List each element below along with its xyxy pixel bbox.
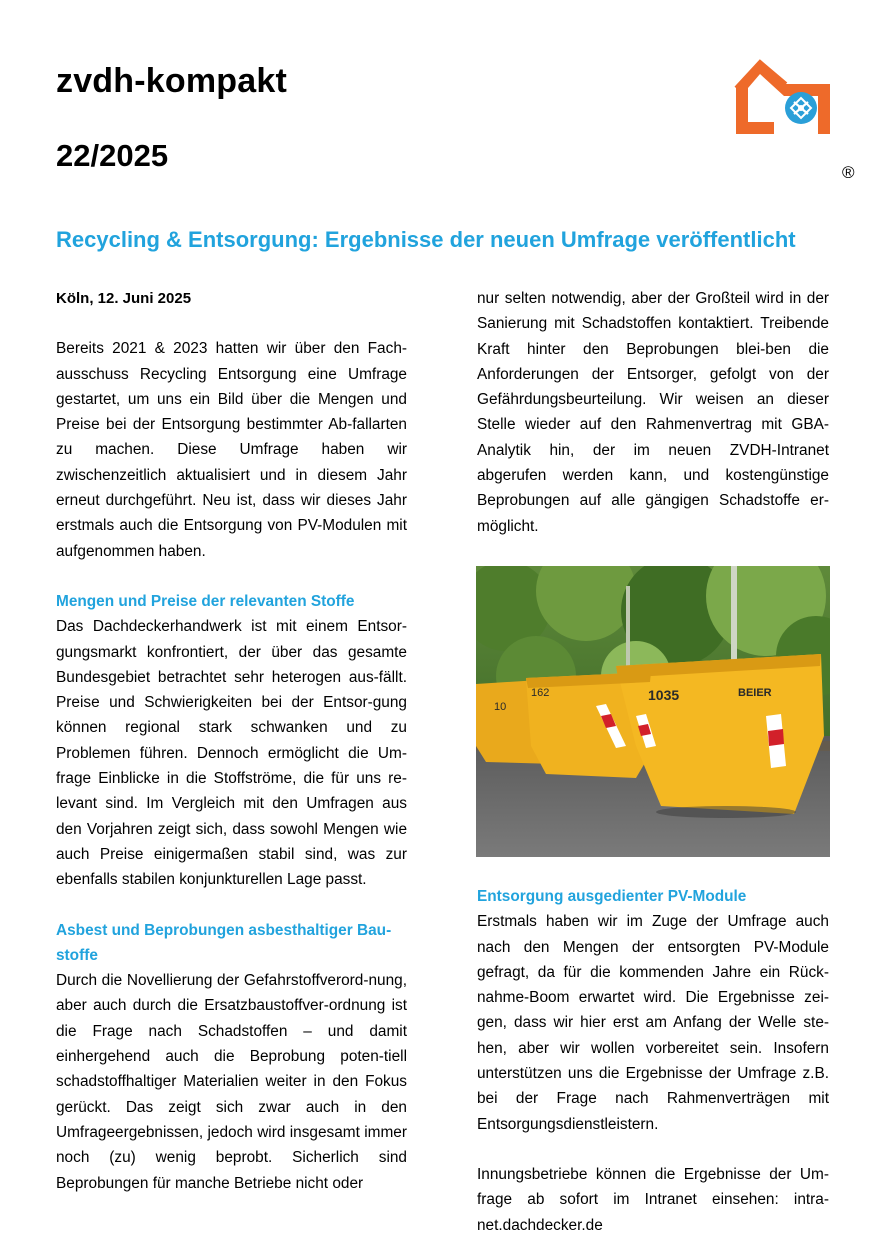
registered-mark: ® [842, 163, 855, 182]
right-column-lower [477, 884, 829, 1238]
waste-containers-photo [476, 566, 830, 857]
zvdh-logo [734, 58, 832, 136]
newsletter-title: zvdh-kompakt [56, 62, 287, 100]
section-body-asbestos: Durch die Novellierung der Gefahrstoffverord-nung, aber auch durch die Ersatzbaustoffver-ordnung ist die Frage nach Schadstoffen – und damit einhergehend auch die Beprobung poten-tiell schadstoffhaltiger Materialien weiter in den Fokus gerückt. Das zeigt sich zwar auch in den Umfrageergebnissen, jedoch wird insgesamt immer noch (zu) wenig beprobt. Sicherlich sind Beprobungen für manche Betriebe nicht oder [56, 972, 407, 1192]
right-column [477, 286, 829, 539]
zvdh-roof-logo-icon [734, 58, 832, 136]
section-heading-asbestos: Asbest und Beprobungen asbesthaltiger Bau-stoffe [56, 921, 392, 964]
section-body-pv: Erstmals haben wir im Zuge der Umfrage auch nach den Mengen der entsorgten PV-Module gefragt, da für die kommenden Jahre ein Rück-nahme-Boom erwartet wird. Die Ergebnisse zei-gen, dass wir hier erst am Anfang der Welle ste-hen, aber wir wollen vorbereitet sein. Insofern unterstützen uns die Ergebnisse der Umfrage z.B. bei der Frage nach Rahmenverträgen mit Entsorgungsdienstleistern. [477, 913, 829, 1133]
container-brand: BEIER [738, 687, 772, 699]
closing-paragraph: Innungsbetriebe können die Ergebnisse der Um-frage ab sofort im Intranet einsehen: intra-net.dachdecker.de [477, 1165, 829, 1234]
section-body-quantities: Das Dachdeckerhandwerk ist mit einem Entsor-gungsmarkt konfrontiert, der über das gesamte Bundesgebiet betrachtet sehr heterogen aus-fällt. Preise und Schwierigkeiten bei der Entsor-gung können regional stark schwanken und zu Problemen führen. Dennoch ermöglicht die Um-frage Einblicke in die Stoffströme, die für uns re-levant sind. Im Vergleich mit den Umfragen aus den Vorjahren zeigt sich, dass sowohl Mengen wie auch Preise einigermaßen stabil sind, was zur ebenfalls stabilen konjunkturellen Lage passt. [56, 618, 407, 889]
section-heading-quantities: Mengen und Preise der relevanten Stoffe [56, 592, 355, 610]
article-headline: Recycling & Entsorgung: Ergebnisse der neuen Umfrage veröffentlicht [56, 227, 796, 252]
intro-paragraph: Bereits 2021 & 2023 hatten wir über den Fach-ausschuss Recycling Entsorgung eine Umfrage gestartet, um uns ein Bild über die Mengen und Preise bei der Entsorgung bestimmter Ab-fallarten zu machen. Diese Umfrage haben wir zwischenzeitlich aktualisiert und in diesem Jahr erneut durchgeführt. Neu ist, dass wir dieses Jahr erstmals auch die Entsorgung von PV-Modulen mit aufgenommen haben. [56, 340, 407, 560]
container-label-2: 162 [531, 687, 550, 699]
issue-number: 22/2025 [56, 138, 169, 173]
section-body-asbestos-continued: nur selten notwendig, aber der Großteil wird in der Sanierung mit Schadstoffen kontaktiert. Treibende Kraft hinter den Beprobungen blei-ben die Anforderungen der Entsorger, gefolgt von der Gefährdungsbeurteilung. Wir weisen an dieser Stelle wieder auf den Rahmenvertrag mit GBA-Analytik hin, der im neuen ZVDH-Intranet abgerufen werden kann, und kostengünstige Beprobungen auf alle gängigen Schadstoffe er-möglicht. [477, 290, 829, 535]
dateline: Köln, 12. Juni 2025 [56, 290, 192, 307]
container-label-3: 1035 [648, 687, 680, 703]
left-column [56, 286, 407, 1196]
container-label-1: 10 [494, 701, 507, 713]
section-heading-pv: Entsorgung ausgedienter PV-Module [477, 888, 747, 905]
